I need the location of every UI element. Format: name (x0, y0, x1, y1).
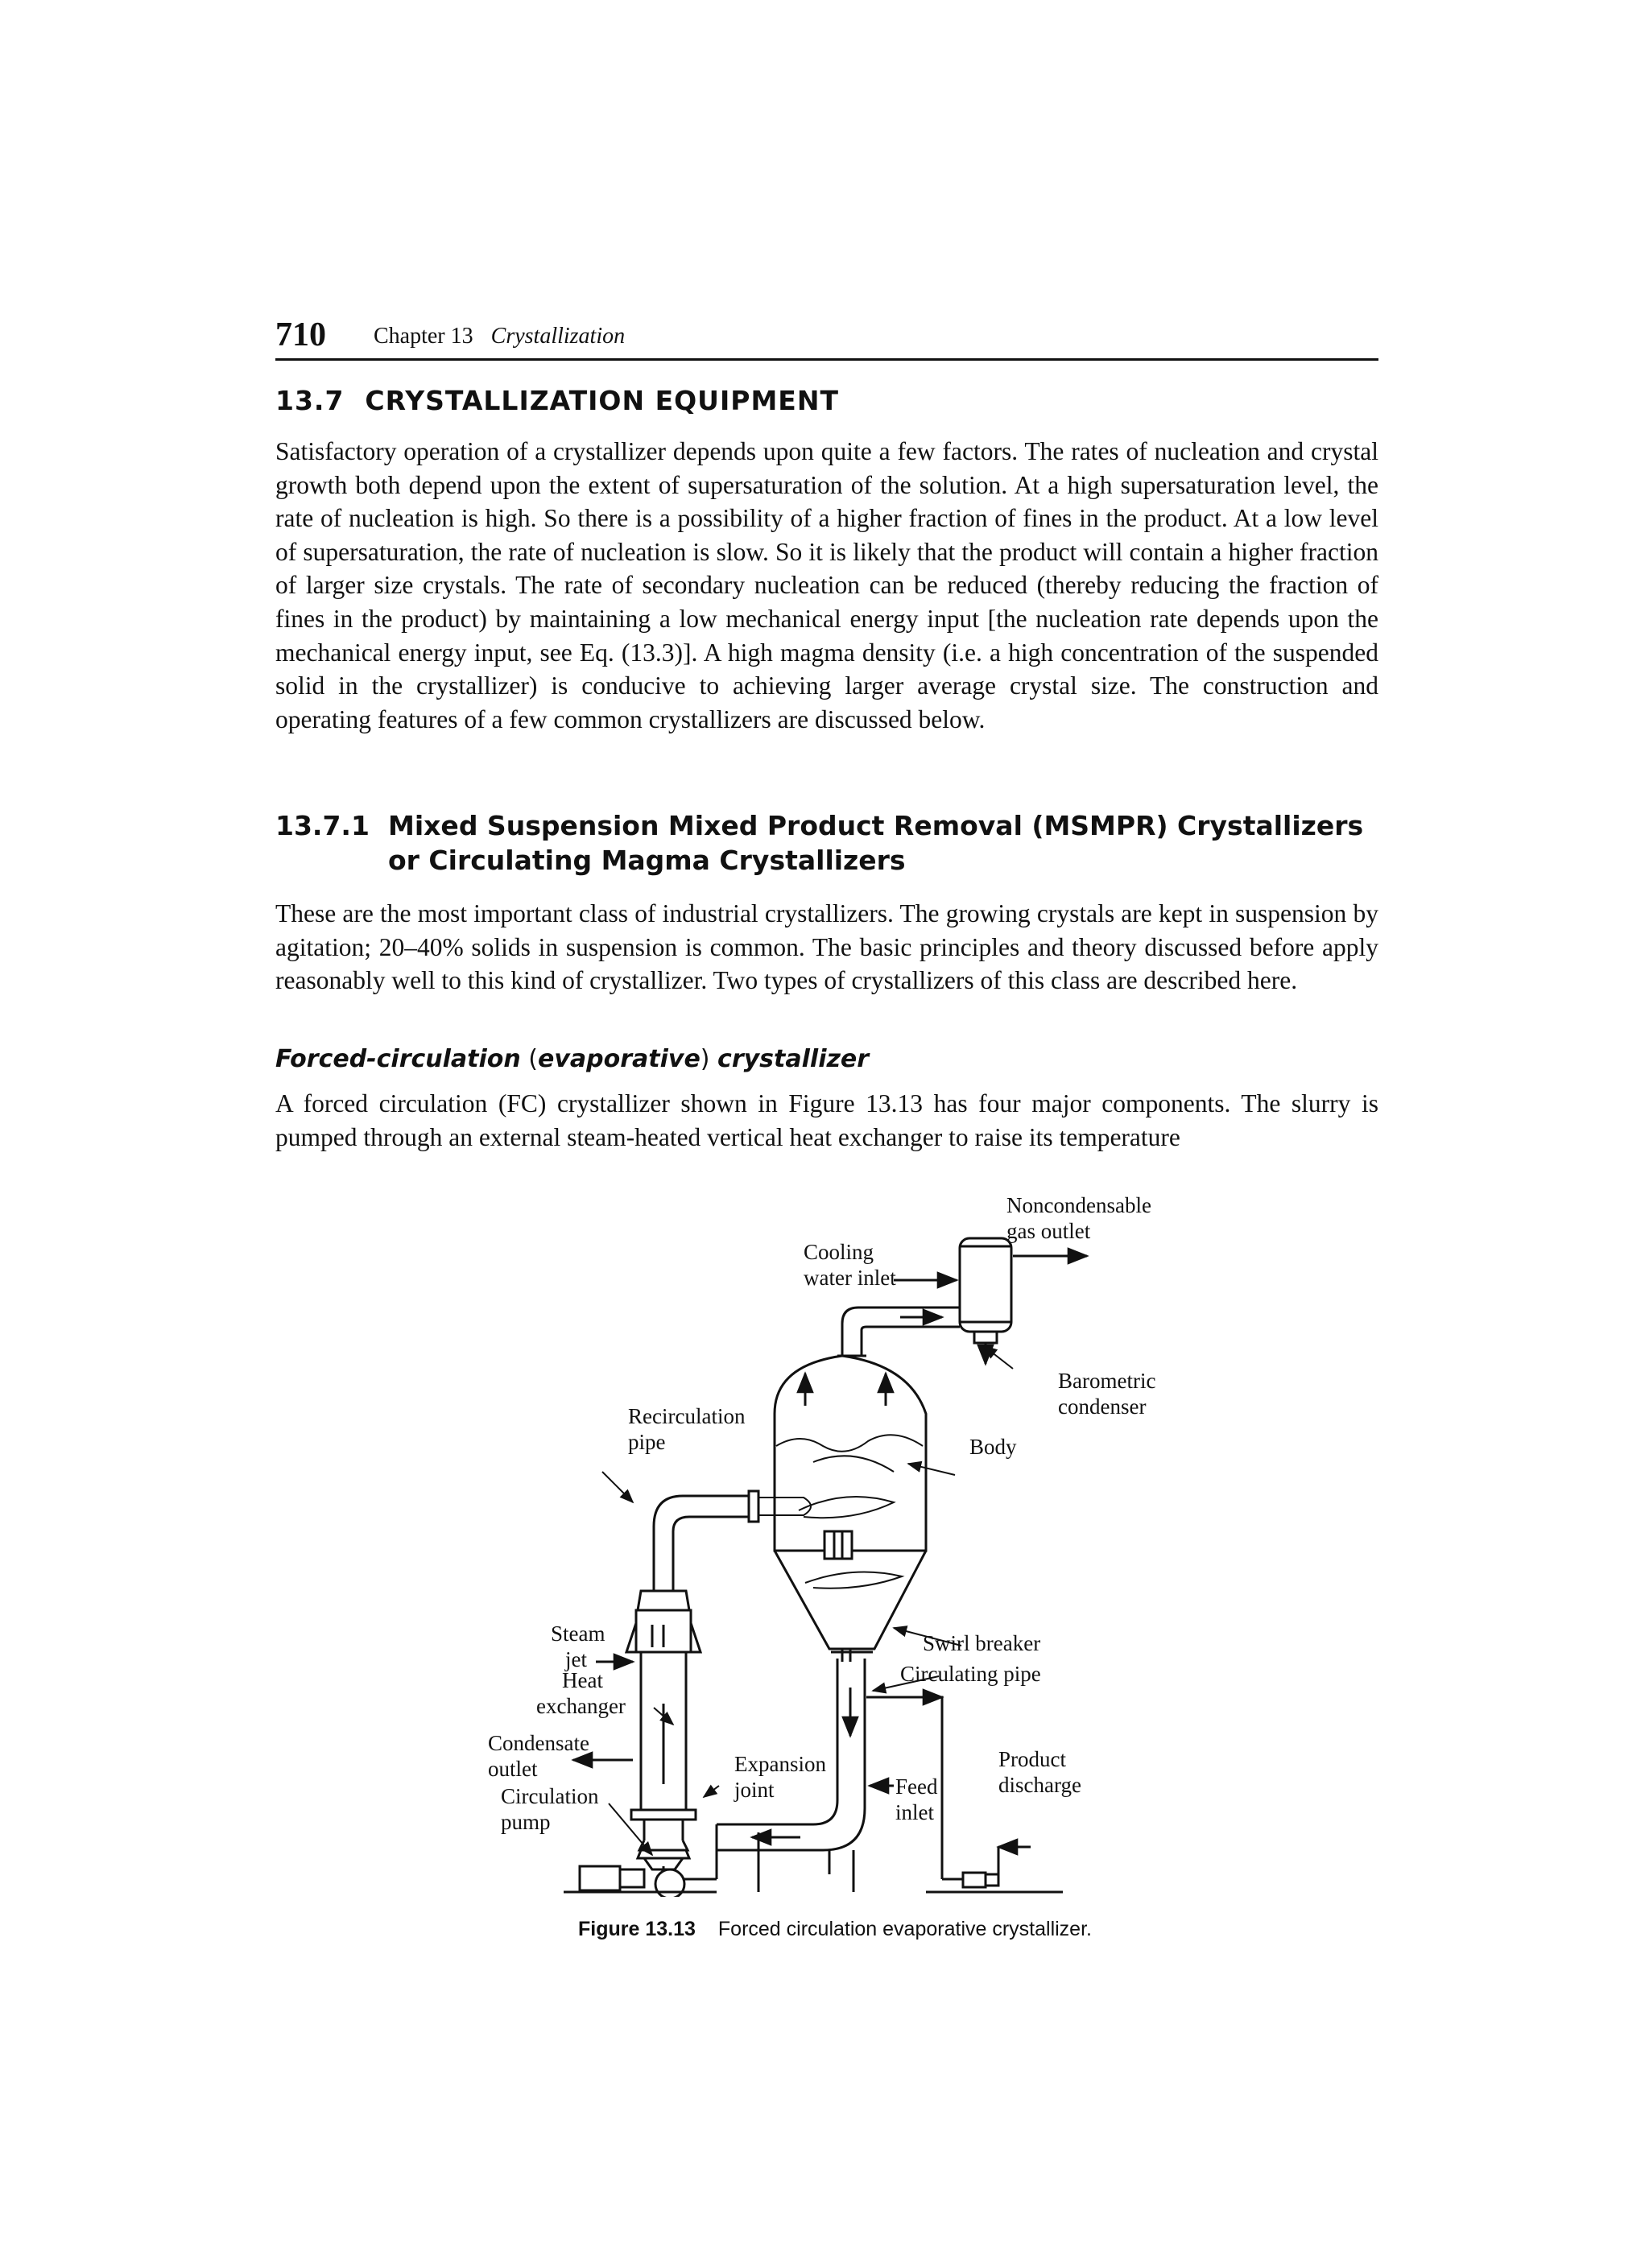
subsection-title-line1: Mixed Suspension Mixed Product Removal (MSMPR) Crystallizers (388, 810, 1364, 841)
fc-heading-part3: crystallizer (717, 1045, 870, 1073)
label-barometric-2: condenser (1058, 1394, 1147, 1419)
header-rule (275, 358, 1378, 361)
label-circ-pump-1: Circulation (501, 1784, 599, 1808)
label-condensate-1: Condensate (488, 1731, 589, 1755)
crystallizer-body (775, 1356, 926, 1649)
barometric-condenser (894, 1238, 1087, 1364)
label-circulating-pipe: Circulating pipe (900, 1662, 1041, 1686)
label-noncondensable-2: gas outlet (1006, 1219, 1091, 1243)
label-product-2: discharge (998, 1773, 1081, 1797)
section-heading (275, 385, 839, 416)
label-swirl-breaker: Swirl breaker (923, 1631, 1041, 1655)
label-circ-pump-2: pump (501, 1810, 551, 1834)
label-steam-1: Steam (551, 1621, 605, 1646)
label-expansion-2: joint (734, 1778, 775, 1802)
forced-circulation-paragraph: A forced circulation (FC) crystallizer shown in Figure 13.13 has four major components. The slurry is pumped through an external steam-heated vertical heat exchanger to raise its temperature (275, 1089, 1378, 1151)
page-number: 710 (275, 316, 326, 353)
label-cooling-2: water inlet (804, 1266, 896, 1290)
figure-13-13 (475, 1172, 1200, 1897)
vapor-line (837, 1308, 960, 1356)
label-feed-2: inlet (895, 1800, 934, 1824)
label-hx-1: Heat (562, 1668, 603, 1692)
section-title: CRYSTALLIZATION EQUIPMENT (365, 385, 839, 416)
subsection-title (388, 808, 1435, 878)
label-recirc-2: pipe (628, 1430, 666, 1454)
label-feed-1: Feed (895, 1774, 938, 1799)
crystallizer-diagram (475, 1172, 1200, 1897)
chapter-title: Crystallization (490, 324, 626, 349)
label-hx-2: exchanger (536, 1694, 626, 1718)
fc-paren-open: ( (520, 1045, 538, 1073)
label-recirc-1: Recirculation (628, 1404, 746, 1428)
label-condensate-2: outlet (488, 1757, 538, 1781)
fc-heading-part1: Forced-circulation (275, 1045, 521, 1073)
label-expansion-1: Expansion (734, 1752, 826, 1776)
label-cooling-1: Cooling (804, 1240, 874, 1264)
support-legs (758, 1832, 853, 1892)
figure-caption-label: Figure 13.13 (578, 1918, 696, 1940)
product-pump (926, 1847, 1063, 1892)
section-paragraph: Satisfactory operation of a crystallizer depends upon quite a few factors. The rates of nucleation and crystal growth both depend upon the extent of supersaturation of the solution. At a high supersaturation level, the rate of nucleation is high. So there is a possibility of a higher fraction of fines in the product. At a low level of supersaturation, the rate of nucleation is slow. So it is likely that the product will contain a higher fraction of larger size crystals. The rate of secondary nucleation can be reduced (thereby reducing the fraction of fines in the product) by maintaining a low mechanical energy input [the nucleation rate depends upon the mechanical energy input, see Eq. (13.3)]. A high magma density (i.e. a high concentration of the suspended solid in the crystallizer) is conducive to achieving larger average crystal size. The construction and operating features of a few common crystallizers are discussed below. (275, 437, 1378, 733)
subsection-paragraph: These are the most important class of industrial crystallizers. The growing crystals are kept in suspension by agitation; 20–40% solids in suspension is common. The basic principles and theory discussed before apply reasonably well to this kind of crystallizer. Two types of crystallizers of this class are described here. (275, 899, 1378, 995)
subsection-number: 13.7.1 (275, 810, 370, 841)
subsection-title-line2: or Circulating Magma Crystallizers (388, 845, 906, 876)
fc-paren-close: ) (700, 1045, 718, 1073)
forced-circulation-heading (275, 1045, 869, 1073)
figure-caption (578, 1918, 1092, 1941)
running-header (275, 316, 1378, 361)
circulation-pump (564, 1824, 717, 1897)
label-barometric-1: Barometric (1058, 1369, 1156, 1393)
label-steam-2: jet (565, 1647, 587, 1671)
label-noncondensable-1: Noncondensable (1006, 1193, 1151, 1217)
section-number: 13.7 (275, 385, 345, 416)
label-body: Body (969, 1435, 1017, 1459)
chapter-label: Chapter 13 (374, 324, 473, 349)
running-head (374, 324, 625, 349)
fc-heading-part2: evaporative (538, 1045, 701, 1073)
figure-caption-text: Forced circulation evaporative crystallizer. (717, 1918, 1092, 1940)
label-product-1: Product (998, 1747, 1066, 1771)
